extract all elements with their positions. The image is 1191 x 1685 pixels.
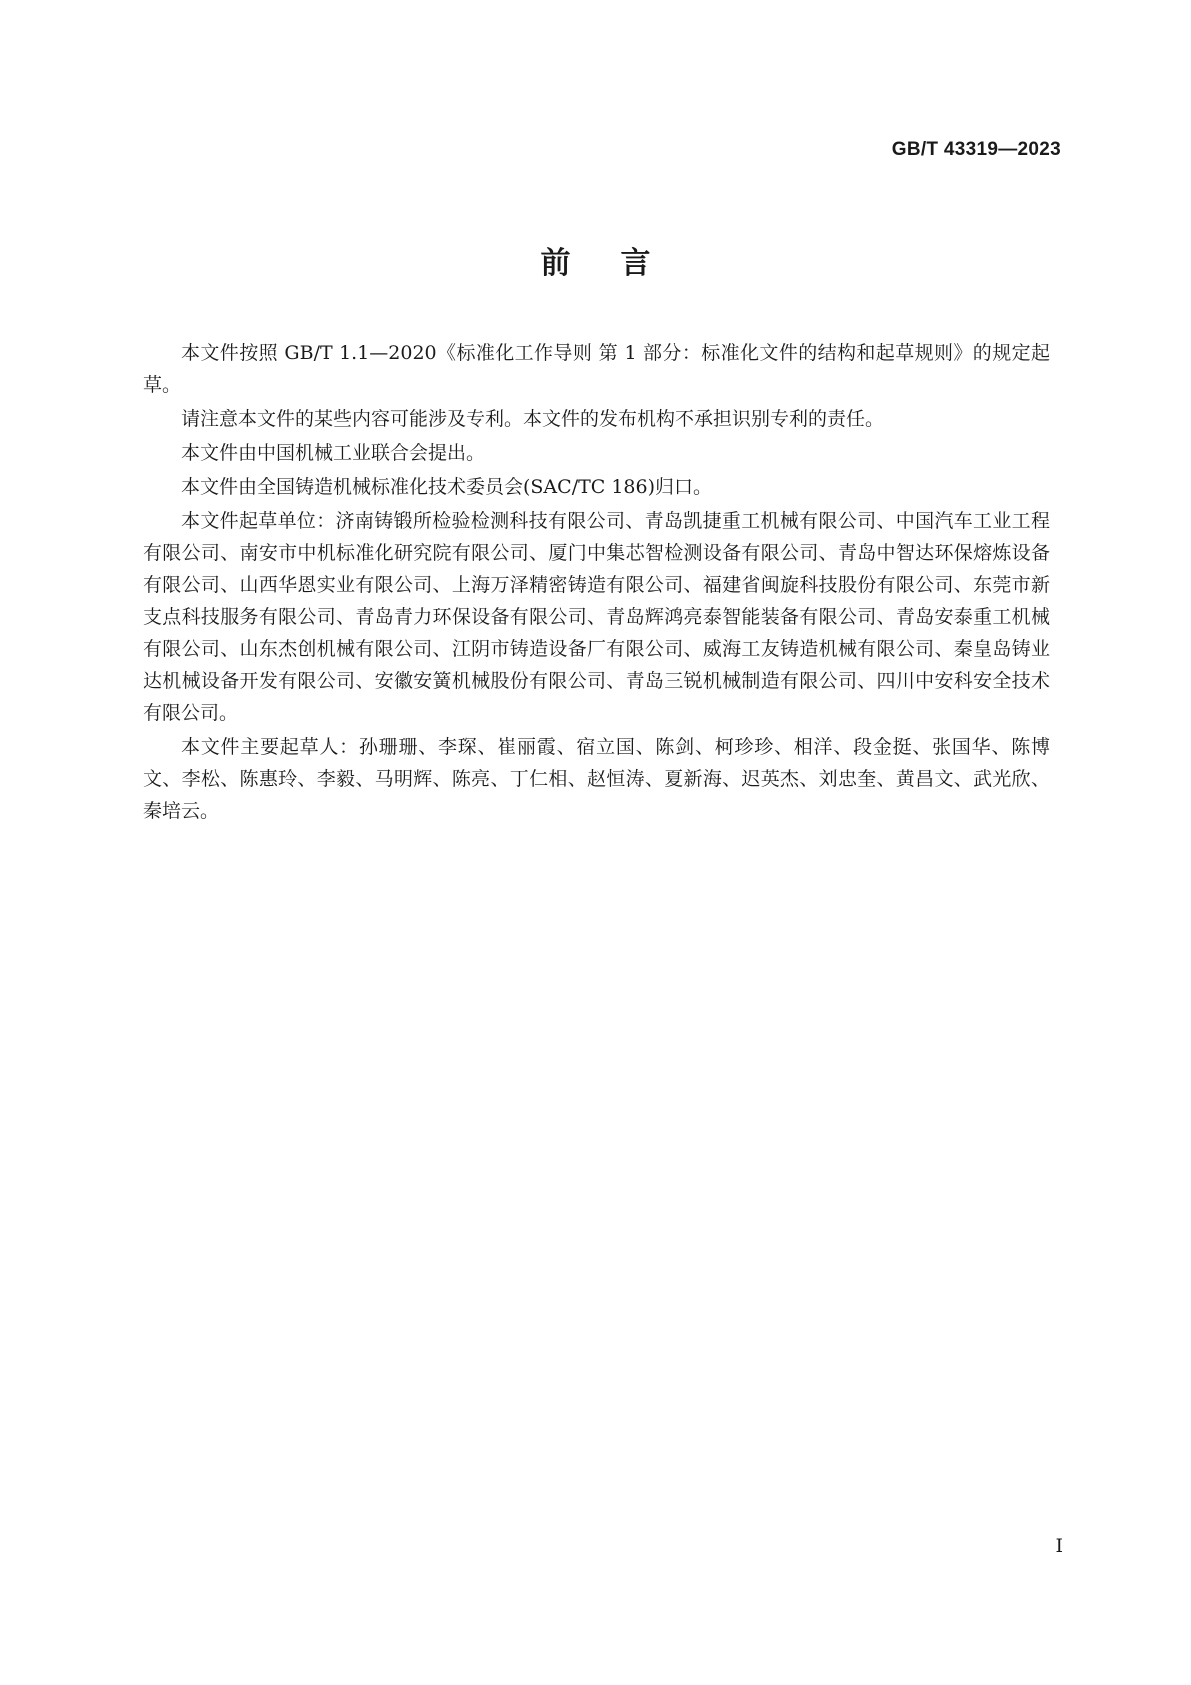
paragraph-proposer: 本文件由中国机械工业联合会提出。 (181, 442, 486, 464)
standard-code: GB/T 43319—2023 (891, 139, 1061, 160)
paragraph-patent-notice: 请注意本文件的某些内容可能涉及专利。本文件的发布机构不承担识别专利的责任。 (181, 408, 885, 430)
paragraph-drafting-rules: 本文件按照 GB/T 1.1—2020《标准化工作导则 第 1 部分：标准化文件的结构和起草规则》的规定起草。 (143, 342, 1050, 396)
page-title: 前言 (540, 246, 701, 281)
foreword-body (143, 337, 1050, 829)
paragraph-drafters: 本文件主要起草人：孙珊珊、李琛、崔丽霞、宿立国、陈剑、柯珍珍、相洋、段金挺、张国华、陈博文、李松、陈惠玲、李毅、马明辉、陈亮、丁仁相、赵恒涛、夏新海、迟英杰、刘忠奎、黄昌文、武光欣、秦培云。 (143, 736, 1050, 822)
paragraph-drafting-organizations: 本文件起草单位：济南铸锻所检验检测科技有限公司、青岛凯捷重工机械有限公司、中国汽车工业工程有限公司、南安市中机标准化研究院有限公司、厦门中集芯智检测设备有限公司、青岛中智达环保熔炼设备有限公司、山西华恩实业有限公司、上海万泽精密铸造有限公司、福建省闽旋科技股份有限公司、东莞市新支点科技服务有限公司、青岛青力环保设备有限公司、青岛辉鸿亮泰智能装备有限公司、青岛安泰重工机械有限公司、山东杰创机械有限公司、江阴市铸造设备厂有限公司、威海工友铸造机械有限公司、秦皇岛铸业达机械设备开发有限公司、安徽安簧机械股份有限公司、青岛三锐机械制造有限公司、四川中安科安全技术有限公司。 (143, 510, 1050, 724)
page-number: I (1055, 1535, 1063, 1557)
paragraph-technical-committee: 本文件由全国铸造机械标准化技术委员会(SAC/TC 186)归口。 (181, 476, 713, 498)
